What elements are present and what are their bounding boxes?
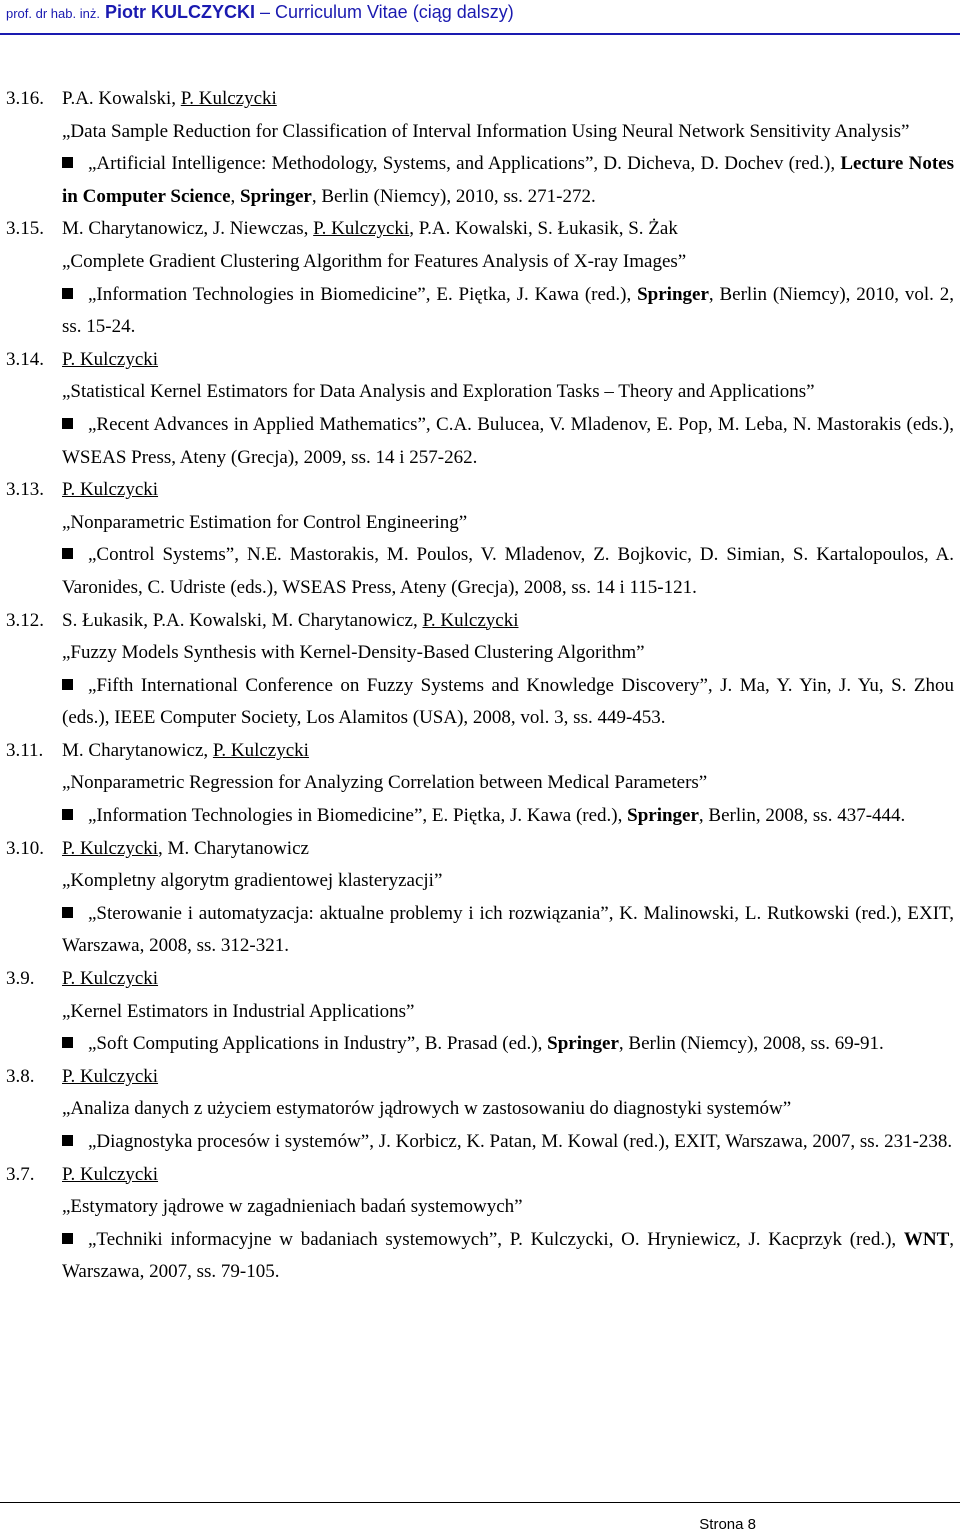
entry-venue: [62, 539, 954, 604]
entry-authors: [62, 1061, 954, 1094]
entry-body: [62, 1061, 954, 1159]
header-name: Piotr KULCZYCKI: [104, 2, 255, 22]
author-highlighted: P. Kulczycki: [62, 479, 159, 501]
entry-authors: [62, 735, 954, 768]
entry-number: 3.13.: [6, 479, 44, 501]
author-highlighted: P. Kulczycki: [313, 218, 410, 240]
entry-title: „Kernel Estimators in Industrial Applications”: [62, 1000, 415, 1022]
entry-venue: [62, 898, 954, 963]
entry-venue: [62, 670, 954, 735]
publication-entry: [0, 735, 960, 833]
author-text: M. Charytanowicz, J. Niewczas,: [62, 218, 314, 240]
entry-number: 3.10.: [6, 837, 44, 859]
venue-text: , Berlin (Niemcy), 2010, vol. 2, ss. 15-24.: [62, 283, 954, 338]
entry-title: „Kompletny algorytm gradientowej klasteryzacji”: [62, 870, 443, 892]
header-divider: [0, 33, 960, 35]
publication-list: [0, 83, 960, 1289]
entry-authors: [62, 83, 954, 116]
entry-body: [62, 833, 954, 963]
square-bullet-icon: [62, 1135, 73, 1146]
entry-authors: [62, 963, 954, 996]
square-bullet-icon: [62, 907, 73, 918]
entry-venue: [62, 148, 954, 213]
author-text: M. Charytanowicz,: [62, 739, 213, 761]
entry-title: „Complete Gradient Clustering Algorithm for Features Analysis of X-ray Images”: [62, 250, 687, 272]
entry-authors: [62, 474, 954, 507]
entry-body: [62, 1159, 954, 1289]
square-bullet-icon: [62, 288, 73, 299]
entry-number: 3.12.: [6, 609, 44, 631]
venue-text: , Berlin, 2008, ss. 437-444.: [698, 805, 906, 827]
square-bullet-icon: [62, 1037, 73, 1048]
entry-authors: [62, 213, 954, 246]
publication-entry: [0, 1061, 960, 1159]
entry-venue: [62, 800, 954, 833]
author-highlighted: P. Kulczycki: [62, 837, 159, 859]
entry-body: [62, 474, 954, 604]
entry-body: [62, 83, 954, 213]
entry-number: 3.15.: [6, 218, 44, 240]
author-highlighted: P. Kulczycki: [62, 348, 159, 370]
venue-bold-text: Springer: [240, 185, 312, 207]
entry-title: „Nonparametric Regression for Analyzing Correlation between Medical Parameters”: [62, 772, 708, 794]
venue-text: „Sterowanie i automatyzacja: aktualne problemy i ich rozwiązania”, K. Malinowski, L. Rutkowski (red.), EXIT, Warszawa, 2008, ss. 312-321.: [62, 902, 954, 957]
author-text: P.A. Kowalski,: [62, 88, 181, 109]
entry-title: „Analiza danych z użyciem estymatorów jądrowych w zastosowaniu do diagnostyki systemów”: [62, 1098, 792, 1120]
square-bullet-icon: [62, 679, 73, 690]
publication-entry: [0, 474, 960, 604]
venue-text: „Information Technologies in Biomedicine”, E. Piętka, J. Kawa (red.),: [88, 805, 628, 827]
venue-bold-text: Springer: [637, 283, 709, 305]
entry-number: 3.11.: [6, 739, 44, 761]
venue-text: ,: [230, 185, 241, 207]
author-highlighted: P. Kulczycki: [62, 968, 159, 990]
publication-entry: [0, 344, 960, 474]
publication-entry: [0, 213, 960, 343]
entry-number: 3.14.: [6, 348, 44, 370]
venue-text: „Fifth International Conference on Fuzzy Systems and Knowledge Discovery”, J. Ma, Y. Yin, J. Yu, S. Zhou (eds.), IEEE Computer Society, Los Alamitos (USA), 2008, vol. 3, ss. 449-453.: [62, 674, 954, 729]
entry-venue: [62, 1028, 954, 1061]
entry-venue: [62, 1126, 954, 1159]
venue-text: „Control Systems”, N.E. Mastorakis, M. Poulos, V. Mladenov, Z. Bojkovic, D. Simian, S. Kartalopoulos, A. Varonides, C. Udriste (eds.), WSEAS Press, Ateny (Grecja), 2008, ss. 14 i 115-121.: [62, 544, 954, 598]
square-bullet-icon: [62, 1233, 73, 1244]
author-highlighted: P. Kulczycki: [62, 1163, 159, 1185]
entry-number: 3.16.: [6, 88, 44, 109]
venue-bold-text: Lecture Notes in Computer Science: [62, 153, 954, 207]
entry-title: „Statistical Kernel Estimators for Data Analysis and Exploration Tasks – Theory and Applications”: [62, 381, 815, 403]
square-bullet-icon: [62, 157, 73, 168]
venue-text: , Berlin (Niemcy), 2010, ss. 271-272.: [311, 185, 596, 207]
venue-text: „Soft Computing Applications in Industry”, B. Prasad (ed.),: [88, 1033, 548, 1055]
venue-bold-text: WNT: [903, 1228, 950, 1250]
entry-body: [62, 605, 954, 735]
venue-text: „Recent Advances in Applied Mathematics”, C.A. Bulucea, V. Mladenov, E. Pop, M. Leba, N. Mastorakis (eds.), WSEAS Press, Ateny (Grecja), 2009, ss. 14 i 257-262.: [62, 413, 954, 468]
venue-text: „Techniki informacyjne w badaniach systemowych”, P. Kulczycki, O. Hryniewicz, J. Kacprzyk (red.),: [88, 1228, 904, 1250]
header-suffix: – Curriculum Vitae (ciąg dalszy): [254, 2, 514, 22]
author-highlighted: P. Kulczycki: [62, 1065, 159, 1087]
author-text: , P.A. Kowalski, S. Łukasik, S. Żak: [409, 218, 678, 240]
entry-venue: [62, 279, 954, 344]
page-header: [6, 2, 514, 23]
entry-body: [62, 735, 954, 833]
author-highlighted: P. Kulczycki: [422, 609, 519, 631]
author-highlighted: P. Kulczycki: [180, 88, 277, 109]
entry-number: 3.9.: [6, 968, 35, 990]
entry-authors: [62, 344, 954, 377]
entry-number: 3.7.: [6, 1163, 35, 1185]
entry-body: [62, 963, 954, 1061]
author-text: S. Łukasik, P.A. Kowalski, M. Charytanowicz,: [62, 609, 423, 631]
entry-body: [62, 344, 954, 474]
venue-bold-text: Springer: [627, 805, 699, 827]
author-text: , M. Charytanowicz: [158, 837, 309, 859]
entry-venue: [62, 409, 954, 474]
venue-text: „Artificial Intelligence: Methodology, Systems, and Applications”, D. Dicheva, D. Dochev (red.),: [88, 153, 841, 175]
author-highlighted: P. Kulczycki: [212, 739, 309, 761]
publication-entry: [0, 963, 960, 1061]
page-number: Strona 8: [699, 1516, 756, 1533]
entry-authors: [62, 605, 954, 638]
venue-text: „Information Technologies in Biomedicine”, E. Piętka, J. Kawa (red.),: [88, 283, 638, 305]
publication-entry: [0, 833, 960, 963]
square-bullet-icon: [62, 418, 73, 429]
venue-text: , Warszawa, 2007, ss. 79-105.: [62, 1228, 954, 1283]
entry-number: 3.8.: [6, 1065, 35, 1087]
venue-text: „Diagnostyka procesów i systemów”, J. Korbicz, K. Patan, M. Kowal (red.), EXIT, Warszawa, 2007, ss. 231-238.: [88, 1131, 953, 1152]
publication-entry: [0, 1159, 960, 1289]
venue-text: , Berlin (Niemcy), 2008, ss. 69-91.: [618, 1033, 884, 1055]
entry-title: „Estymatory jądrowe w zagadnieniach badań systemowych”: [62, 1196, 523, 1218]
entry-title: „Nonparametric Estimation for Control Engineering”: [62, 511, 468, 533]
entry-title: „Data Sample Reduction for Classification of Interval Information Using Neural Network Sensitivity Analysis”: [62, 120, 910, 142]
square-bullet-icon: [62, 809, 73, 820]
publication-entry: [0, 83, 960, 213]
entry-authors: [62, 833, 954, 866]
footer-divider: [0, 1502, 960, 1503]
header-prefix: prof. dr hab. inż.: [6, 6, 100, 21]
square-bullet-icon: [62, 548, 73, 559]
entry-venue: [62, 1224, 954, 1289]
venue-bold-text: Springer: [547, 1033, 619, 1055]
entry-body: [62, 213, 954, 343]
entry-title: „Fuzzy Models Synthesis with Kernel-Density-Based Clustering Algorithm”: [62, 642, 645, 664]
publication-entry: [0, 605, 960, 735]
entry-authors: [62, 1159, 954, 1192]
